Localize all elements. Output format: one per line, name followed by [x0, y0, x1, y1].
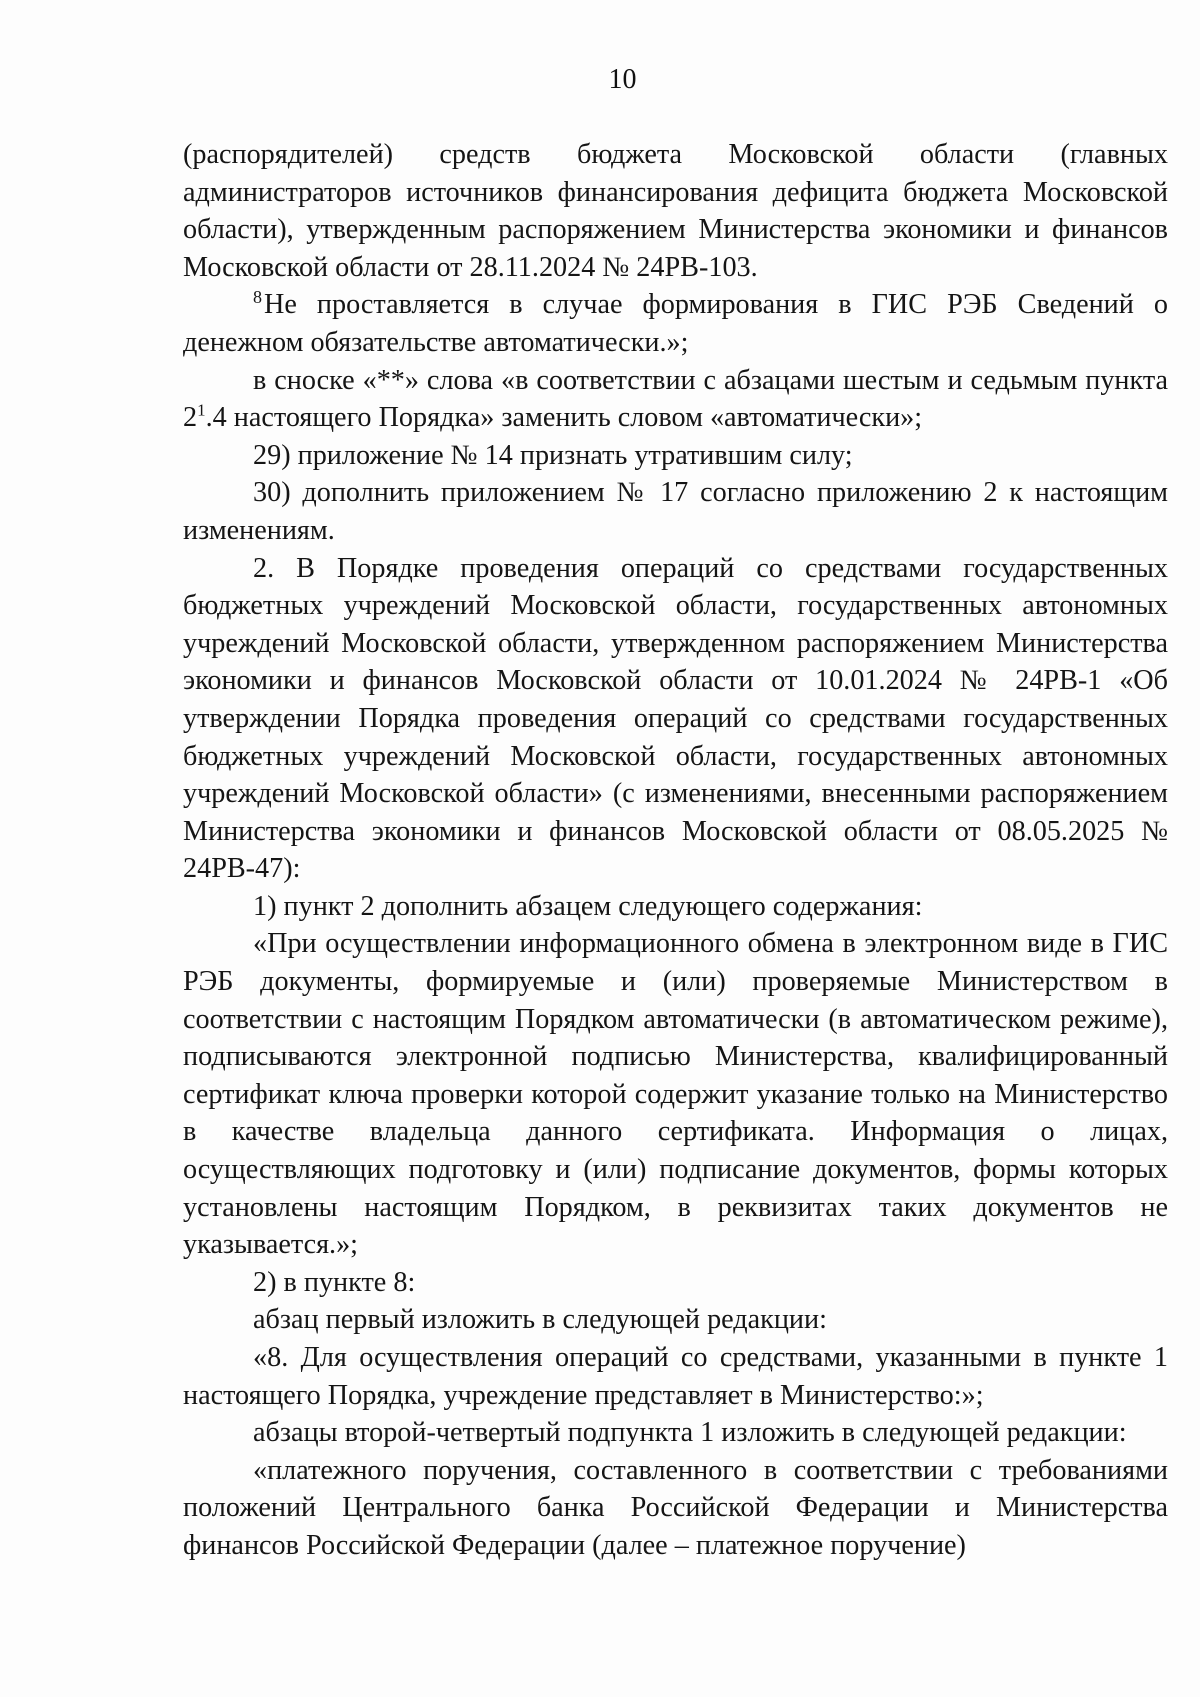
footnote-text: Не проставляется в случае формирования в ГИС РЭБ Сведений о денежном обязательстве автоматически.»;: [183, 289, 1168, 358]
paragraph-quote-payment-order: «платежного поручения, составленного в соответствии с требованиями положений Центрального банка Российской Федерации и Министерства финансов Российской Федерации (далее – платежное поручение): [183, 1454, 1168, 1561]
document-body: [183, 136, 1168, 1565]
paragraph-text-part: .4 настоящего Порядка» заменить словом «автоматически»;: [205, 402, 923, 434]
paragraph-item-29: 29) приложение № 14 признать утратившим силу;: [253, 439, 853, 471]
paragraph-section-2: 2. В Порядке проведения операций со средствами государственных бюджетных учреждений Московской области, государственных автономных учреждений Московской области, утвержденном распоряжением Министерства экономики и финансов Московской области от 10.01.2024 № 24РВ-1 «Об утверждении Порядка проведения операций со средствами государственных бюджетных учреждений Московской области, государственных автономных учреждений Московской области» (с изменениями, внесенными распоряжением Министерства экономики и финансов Московской области от 08.05.2025 № 24РВ-47):: [183, 552, 1168, 885]
superscript: 1: [197, 400, 206, 420]
page-number: 10: [608, 64, 637, 95]
paragraph-quote-info-exchange: «При осуществлении информационного обмена в электронном виде в ГИС РЭБ документы, формируемые и (или) проверяемые Министерством в соответствии с настоящим Порядком автоматически (в автоматическом режиме), подписываются электронной подписью Министерства, квалифицированный сертификат ключа проверки которой содержит указание только на Министерство в качестве владельца данного сертификата. Информация о лицах, осуществляющих подготовку и (или) подписание документов, формы которых установлены настоящим Порядком, в реквизитах таких документов не указывается.»;: [183, 928, 1168, 1261]
paragraph-footnote-change: [183, 362, 1168, 437]
paragraph-quote-item-8: «8. Для осуществления операций со средствами, указанными в пункте 1 настоящего Порядка, учреждение представляет в Министерство:»;: [183, 1342, 1168, 1411]
paragraph-subitem-1: 1) пункт 2 дополнить абзацем следующего содержания:: [253, 890, 923, 922]
paragraph-abzacy: абзацы второй-четвертый подпункта 1 изложить в следующей редакции:: [253, 1417, 1127, 1449]
paragraph-first-abzac: абзац первый изложить в следующей редакции:: [253, 1304, 827, 1336]
paragraph-item-30: 30) дополнить приложением № 17 согласно приложению 2 к настоящим изменениям.: [183, 477, 1168, 546]
paragraph-continuation: (распорядителей) средств бюджета Московской области (главных администраторов источников финансирования дефицита бюджета Московской области), утвержденным распоряжением Министерства экономики и финансов Московской области от 28.11.2024 № 24РВ-103.: [183, 139, 1168, 283]
paragraph-text-part: в сноске «**» слова «в соответствии с абзацами шестым и седьмым пункта 2: [183, 364, 1168, 434]
paragraph-subitem-2: 2) в пункте 8:: [253, 1266, 416, 1298]
paragraph-footnote-8: [183, 286, 1168, 361]
footnote-mark: 8: [253, 287, 262, 308]
